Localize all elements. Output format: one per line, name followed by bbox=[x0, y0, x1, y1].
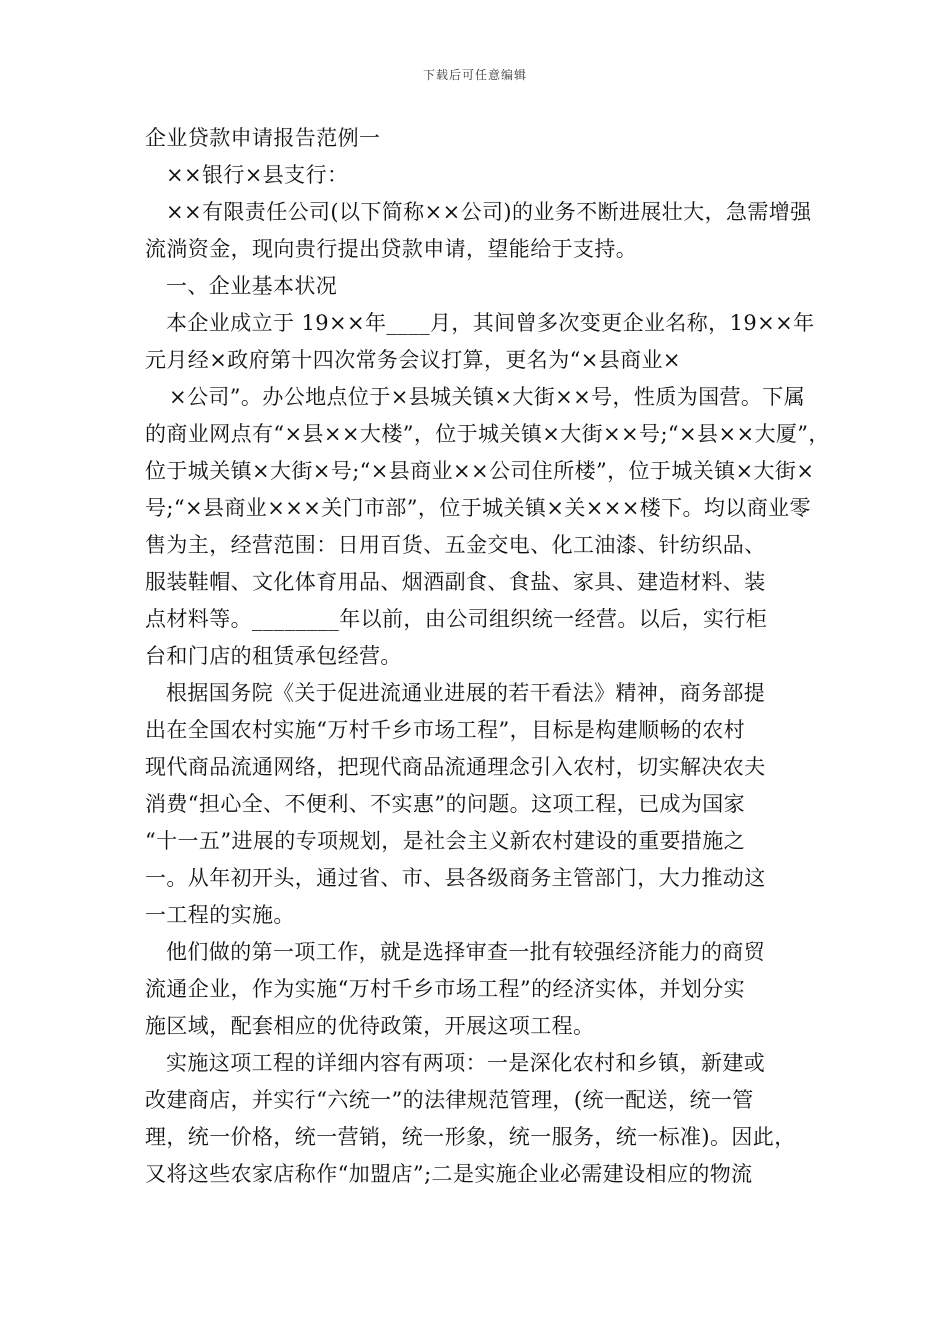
document-line: 施区域，配套相应的优待政策，开展这项工程。 bbox=[145, 1014, 595, 1038]
document-line: “十一五”进展的专项规划，是社会主义新农村建设的重要措施之 bbox=[145, 829, 746, 853]
document-line: 出在全国农村实施“万村千乡市场工程”，目标是构建顺畅的农村 bbox=[145, 718, 746, 742]
document-line: ××有限责任公司(以下简称××公司)的业务不断进展壮大，急需增强 bbox=[166, 200, 812, 224]
document-line: 的商业网点有“×县××大楼”，位于城关镇×大街××号;“×县××大厦”， bbox=[145, 422, 830, 446]
document-line: 点材料等。________年以前，由公司组织统一经营。以后，实行柜 bbox=[145, 607, 768, 631]
document-line: 元月经×政府第十四次常务会议打算，更名为“×县商业× bbox=[145, 348, 681, 372]
document-line: 号;“×县商业×××关门市部”，位于城关镇×关×××楼下。均以商业零 bbox=[145, 496, 811, 520]
document-line: 本企业成立于 19××年____月，其间曾多次变更企业名称，19××年 bbox=[166, 311, 815, 335]
document-line: 企业贷款申请报告范例一 bbox=[145, 126, 381, 150]
document-line: 售为主，经营范围：日用百货、五金交电、化工油漆、针纺织品、 bbox=[145, 533, 766, 557]
document-line: 一、企业基本状况 bbox=[166, 274, 338, 298]
document-line: 现代商品流通网络，把现代商品流通理念引入农村，切实解决农夫 bbox=[145, 755, 766, 779]
document-body bbox=[145, 120, 830, 1193]
document-line: 流淌资金，现向贵行提出贷款申请，望能给于支持。 bbox=[145, 237, 638, 261]
document-line: 位于城关镇×大街×号;“×县商业××公司住所楼”，位于城关镇×大街× bbox=[145, 459, 815, 483]
document-line: 服装鞋帽、文化体育用品、烟酒副食、食盐、家具、建造材料、装 bbox=[145, 570, 766, 594]
document-line: 改建商店，并实行“六统一”的法律规范管理，(统一配送，统一管 bbox=[145, 1088, 754, 1112]
document-line: 一。从年初开头，通过省、市、县各级商务主管部门，大力推动这 bbox=[145, 866, 766, 890]
document-line: 又将这些农家店称作“加盟店”;二是实施企业必需建设相应的物流 bbox=[145, 1162, 753, 1186]
document-line: 实施这项工程的详细内容有两项：一是深化农村和乡镇，新建或 bbox=[166, 1051, 766, 1075]
document-line: 根据国务院《关于促进流通业进展的若干看法》精神，商务部提 bbox=[166, 681, 766, 705]
document-line: 流通企业，作为实施“万村千乡市场工程”的经济实体，并划分实 bbox=[145, 977, 746, 1001]
header-note: 下载后可任意编辑 bbox=[422, 68, 527, 82]
document-line: 理，统一价格，统一营销，统一形象，统一服务，统一标准)。因此， bbox=[145, 1125, 796, 1149]
document-line: 他们做的第一项工作，就是选择审查一批有较强经济能力的商贸 bbox=[166, 940, 766, 964]
document-line: ××银行×县支行： bbox=[166, 163, 349, 187]
document-line: 消费“担心全、不便利、不实惠”的问题。这项工程，已成为国家 bbox=[145, 792, 746, 816]
document-line: 台和门店的租赁承包经营。 bbox=[145, 644, 402, 668]
document-line: ×公司”。办公地点位于×县城关镇×大街××号，性质为国营。下属 bbox=[169, 385, 806, 409]
document-line: 一工程的实施。 bbox=[145, 903, 295, 927]
